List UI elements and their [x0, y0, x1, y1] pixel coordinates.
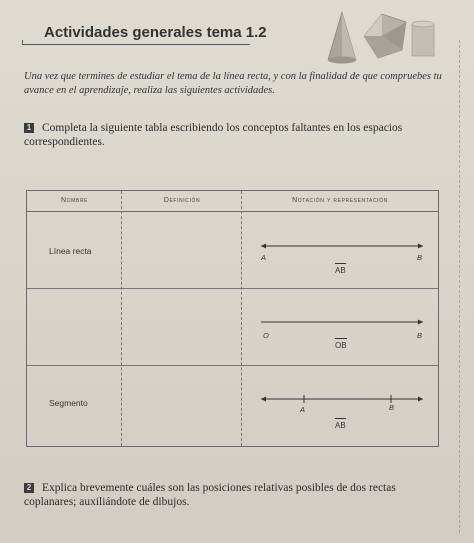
- notation-text: OB: [335, 341, 347, 350]
- notation-text: AB: [335, 421, 346, 430]
- point-label-b: B: [389, 403, 395, 412]
- notation-symbol: [335, 266, 346, 275]
- question-1: [24, 121, 444, 149]
- notation-line: [249, 231, 437, 281]
- point-label-b: B: [417, 253, 423, 262]
- cone-icon: [328, 12, 356, 64]
- question-2: [24, 481, 444, 509]
- point-label-a: A: [261, 253, 267, 262]
- row-name-linea-recta: Línea recta: [49, 246, 92, 256]
- cylinder-icon: [412, 21, 434, 56]
- col-header-definicion: Definición: [163, 197, 201, 204]
- segment-line-icon: [249, 387, 437, 443]
- concepts-table: [26, 190, 439, 447]
- point-label-a: A: [300, 405, 306, 414]
- instructions-intro: Una vez que termines de estudiar el tema de la línea recta, y con la finalidad de que compruebes tu avance en el aprendizaje, realiza las siguientes actividades.: [24, 71, 442, 96]
- notation-segment: [249, 387, 437, 443]
- point-label-b: B: [417, 331, 423, 340]
- notation-symbol: [335, 341, 347, 350]
- col-header-nombre: Nombre: [61, 197, 88, 204]
- geometric-solids-illustration: [320, 8, 440, 68]
- notation-text: AB: [335, 266, 346, 275]
- column-divider: [121, 191, 122, 446]
- ray-arrow-icon: [249, 309, 437, 359]
- row-divider: [27, 365, 438, 366]
- point-label-o: O: [263, 331, 269, 340]
- table-header: [27, 191, 438, 212]
- question-text: Explica brevemente cuáles son las posiciones relativas posibles de dos rectas coplanares; auxiliándote de dibujos.: [24, 482, 396, 508]
- page-margin-rule: [459, 40, 460, 533]
- column-divider: [241, 191, 242, 446]
- col-header-notacion: Notación y representación: [292, 197, 388, 204]
- question-number-badge: 2: [24, 483, 34, 493]
- notation-ray: [249, 309, 437, 359]
- row-divider: [27, 288, 438, 289]
- title-underline: [22, 44, 250, 45]
- question-number-badge: 1: [24, 123, 34, 133]
- section-title: Actividades generales tema 1.2: [44, 24, 267, 41]
- question-text: Completa la siguiente tabla escribiendo los conceptos faltantes en los espacios correspondientes.: [24, 122, 403, 148]
- row-name-segmento: Segmento: [49, 398, 88, 408]
- notation-symbol: [335, 421, 346, 430]
- polyhedron-icon: [364, 14, 406, 58]
